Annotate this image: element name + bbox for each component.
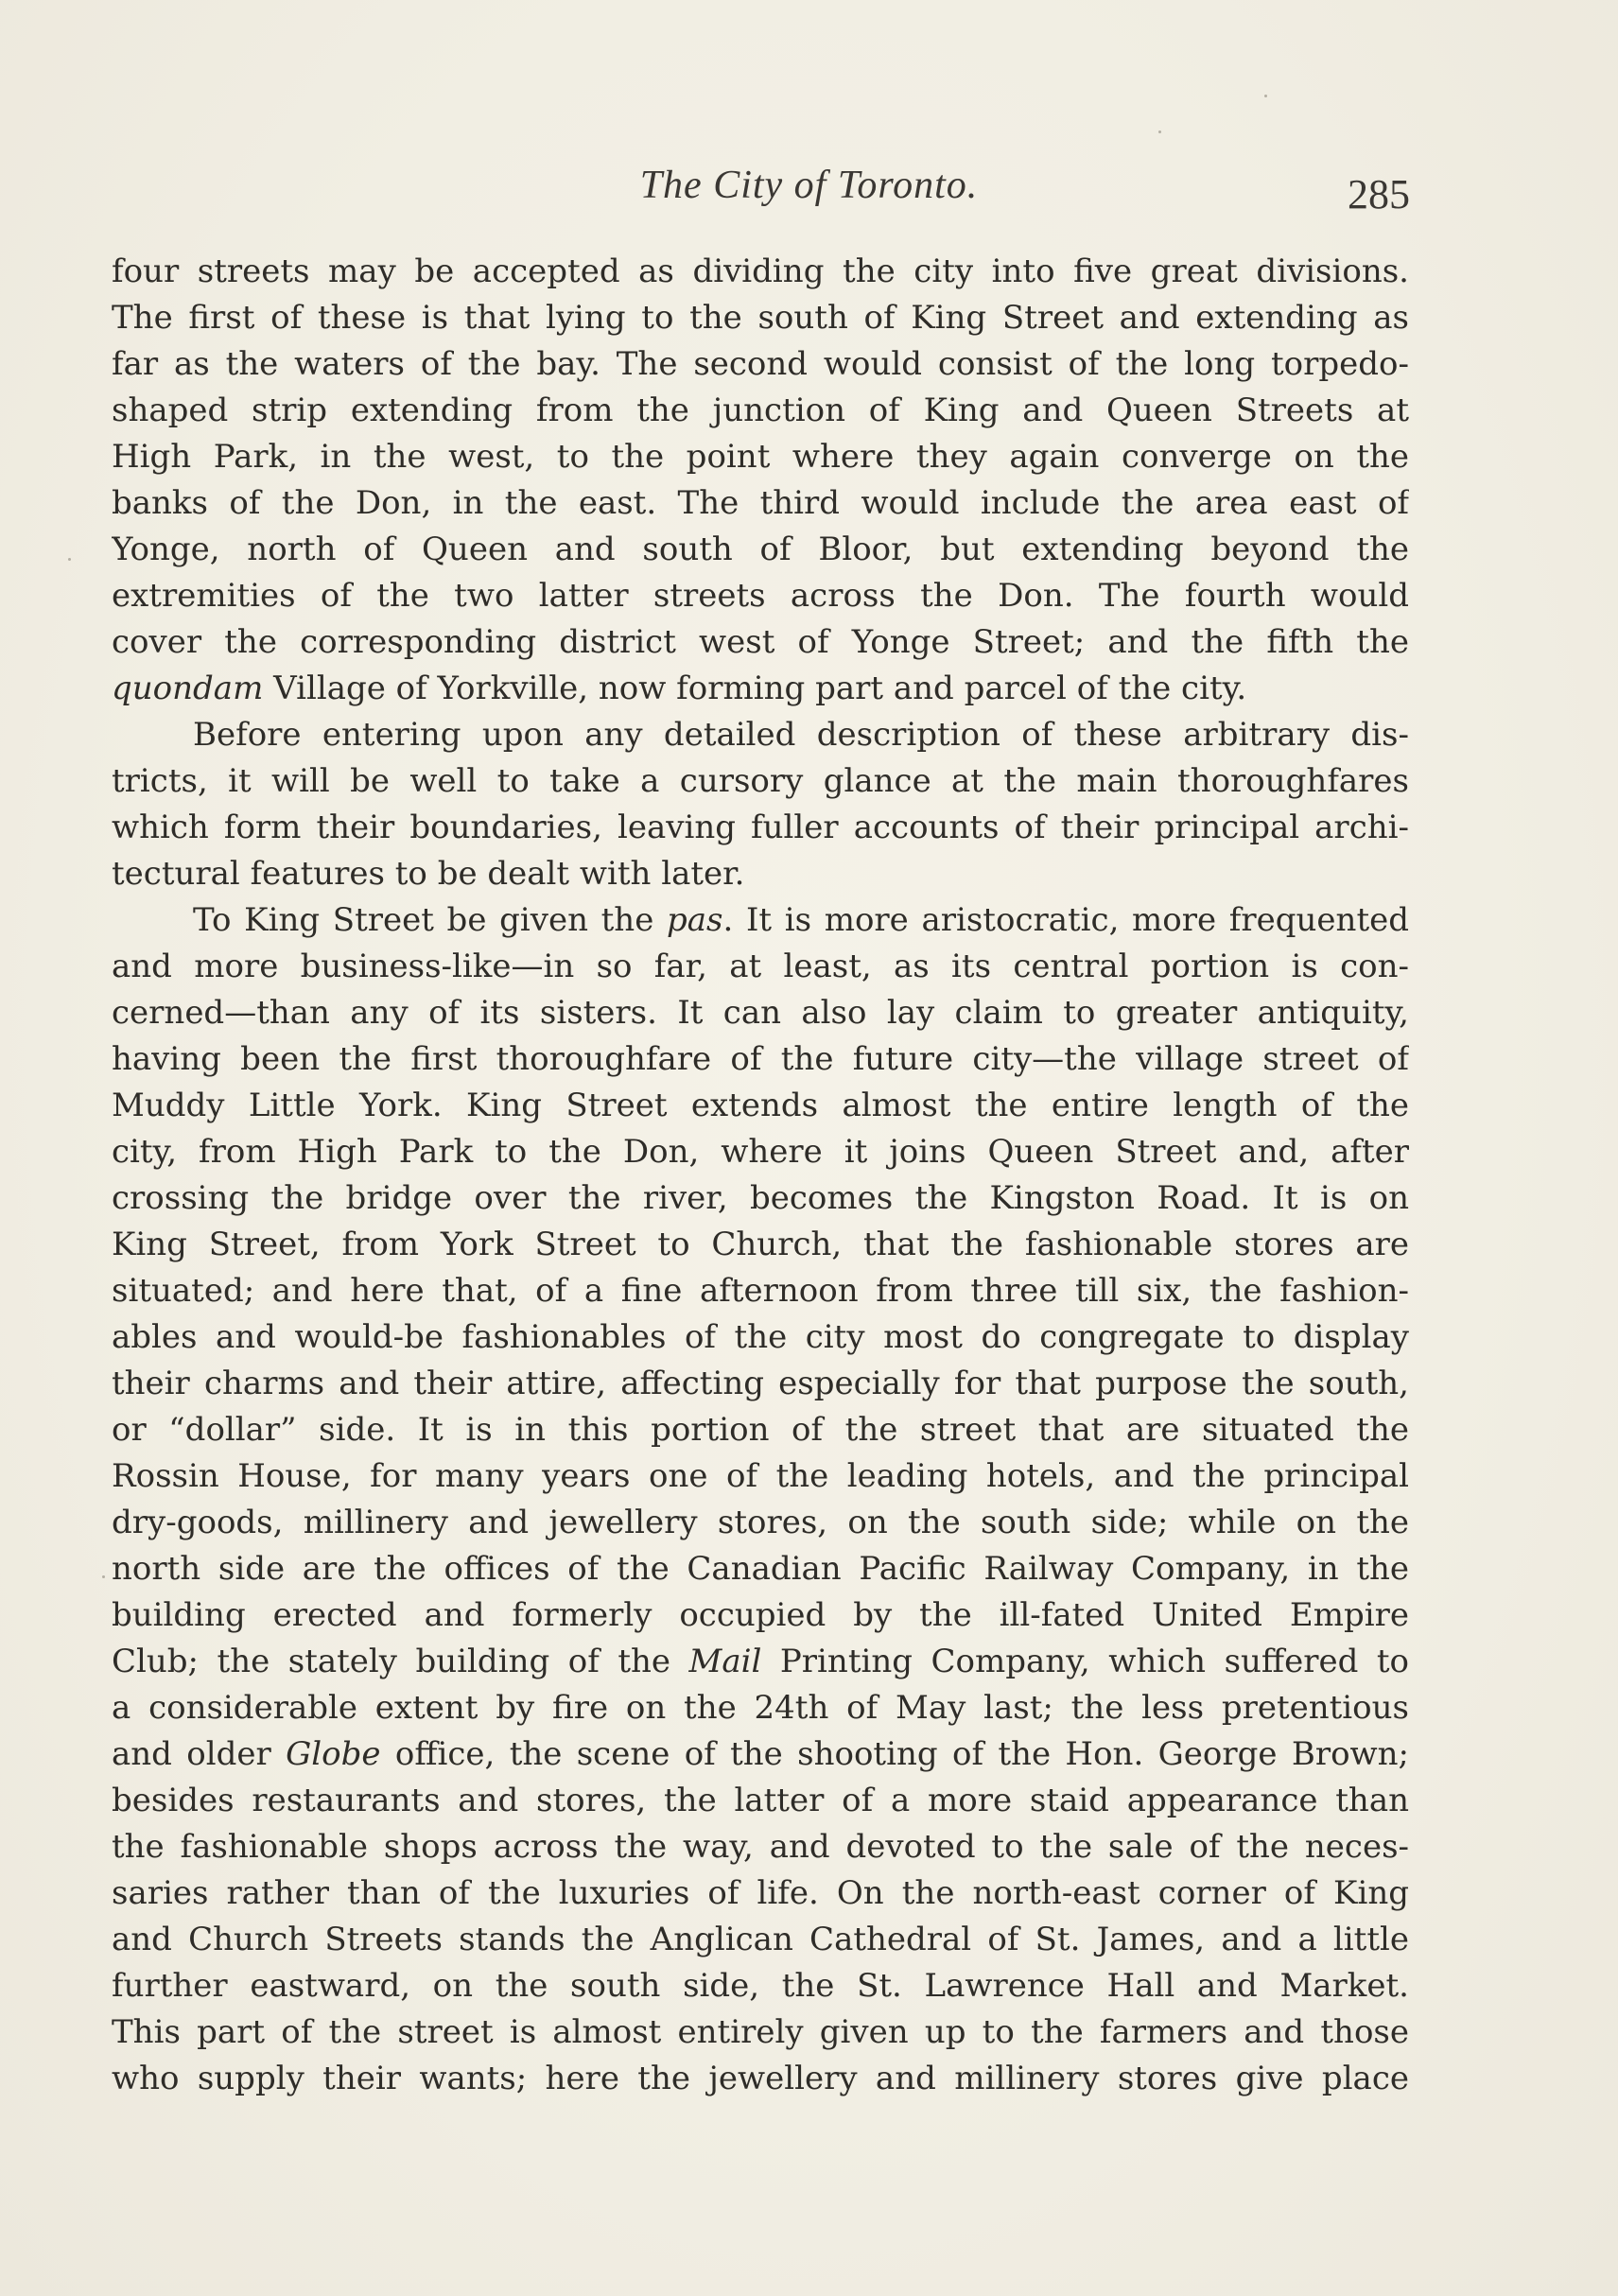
text-line: Rossin House, for many years one of the leading hotels, and the principal <box>112 1457 1409 1495</box>
text-line: having been the first thoroughfare of the future city—the village street of <box>112 1040 1409 1078</box>
text-line: building erected and formerly occupied by the ill-fated United Empire <box>112 1596 1409 1634</box>
text-line: situated; and here that, of a fine afternoon from three till six, the fashion- <box>112 1272 1409 1310</box>
running-head <box>0 161 1618 217</box>
italic-word: pas <box>667 901 723 939</box>
text-line: far as the waters of the bay. The second would consist of the long torpedo- <box>112 345 1409 383</box>
paper-speck <box>1158 130 1161 133</box>
text-line: Muddy Little York. King Street extends almost the entire length of the <box>112 1087 1409 1124</box>
text-line: and more business-like—in so far, at least, as its central portion is con- <box>112 948 1409 985</box>
text-run: Printing Company, which suffered to <box>761 1643 1409 1680</box>
text-line: which form their boundaries, leaving fuller accounts of their principal archi- <box>112 809 1409 846</box>
italic-word: Globe <box>286 1735 381 1773</box>
text-line: Before entering upon any detailed description of these arbitrary dis- <box>193 716 1409 754</box>
text-line <box>112 897 1409 944</box>
text-line: The first of these is that lying to the south of King Street and extending as <box>112 299 1409 337</box>
text-line: four streets may be accepted as dividing the city into five great divisions. <box>112 252 1409 290</box>
text-run: To King Street be given the <box>193 901 667 939</box>
paragraph-3 <box>112 897 1409 2102</box>
text-line: ables and would-be fashionables of the city most do congregate to display <box>112 1318 1409 1356</box>
text-line: the fashionable shops across the way, and devoted to the sale of the neces- <box>112 1828 1409 1866</box>
text-line: or “dollar” side. It is in this portion of the street that are situated the <box>112 1411 1409 1449</box>
text-line: saries rather than of the luxuries of life. On the north-east corner of King <box>112 1874 1409 1912</box>
text-line: north side are the offices of the Canadian Pacific Railway Company, in the <box>112 1550 1409 1588</box>
text-line: This part of the street is almost entirely given up to the farmers and those <box>112 2013 1409 2051</box>
page-number: 285 <box>1348 171 1410 217</box>
body-text <box>112 249 1409 2102</box>
text-line: dry-goods, millinery and jewellery stores, on the south side; while on the <box>112 1504 1409 1541</box>
text-line: shaped strip extending from the junction of King and Queen Streets at <box>112 391 1409 429</box>
text-run: . It is more aristocratic, more frequented <box>722 901 1409 939</box>
text-line: banks of the Don, in the east. The third would include the area east of <box>112 484 1409 522</box>
text-line: King Street, from York Street to Church, that the fashionable stores are <box>112 1226 1409 1263</box>
text-line: crossing the bridge over the river, becomes the Kingston Road. It is on <box>112 1179 1409 1217</box>
paragraph-2 <box>112 712 1409 897</box>
text-line: who supply their wants; here the jewellery and millinery stores give place <box>112 2060 1409 2097</box>
text-line <box>112 1639 1409 1685</box>
text-line: High Park, in the west, to the point where they again converge on the <box>112 438 1409 476</box>
text-line: tectural features to be dealt with later. <box>112 855 745 893</box>
text-line: city, from High Park to the Don, where it joins Queen Street and, after <box>112 1133 1409 1171</box>
text-line: tricts, it will be well to take a cursory glance at the main thoroughfares <box>112 762 1409 800</box>
text-run: office, the scene of the shooting of the Hon. George Brown; <box>380 1735 1409 1773</box>
italic-word: quondam <box>112 670 264 707</box>
text-line: and Church Streets stands the Anglican Cathedral of St. James, and a little <box>112 1921 1409 1958</box>
text-line: extremities of the two latter streets across the Don. The fourth would <box>112 577 1409 615</box>
text-line: their charms and their attire, affecting especially for that purpose the south, <box>112 1365 1409 1402</box>
text-line: cover the corresponding district west of Yonge Street; and the fifth the <box>112 623 1409 661</box>
text-line: a considerable extent by fire on the 24th of May last; the less pretentious <box>112 1689 1409 1727</box>
text-run: and older <box>112 1735 287 1773</box>
paper-speck <box>1264 95 1267 97</box>
paper-speck <box>68 558 71 561</box>
text-line: cerned—than any of its sisters. It can also lay claim to greater antiquity, <box>112 994 1409 1032</box>
text-line <box>112 666 1409 712</box>
paragraph-1 <box>112 249 1409 712</box>
text-line <box>112 1731 1409 1778</box>
text-line: Yonge, north of Queen and south of Bloor, but extending beyond the <box>112 531 1409 568</box>
text-run: Village of Yorkville, now forming part and parcel of the city. <box>263 670 1247 707</box>
text-line: besides restaurants and stores, the latter of a more staid appearance than <box>112 1782 1409 1819</box>
italic-word: Mail <box>688 1643 762 1680</box>
paper-speck <box>102 1575 105 1578</box>
running-title: The City of Toronto. <box>639 164 979 207</box>
text-line: further eastward, on the south side, the St. Lawrence Hall and Market. <box>112 1967 1409 2005</box>
text-run: Club; the stately building of the <box>112 1643 689 1680</box>
